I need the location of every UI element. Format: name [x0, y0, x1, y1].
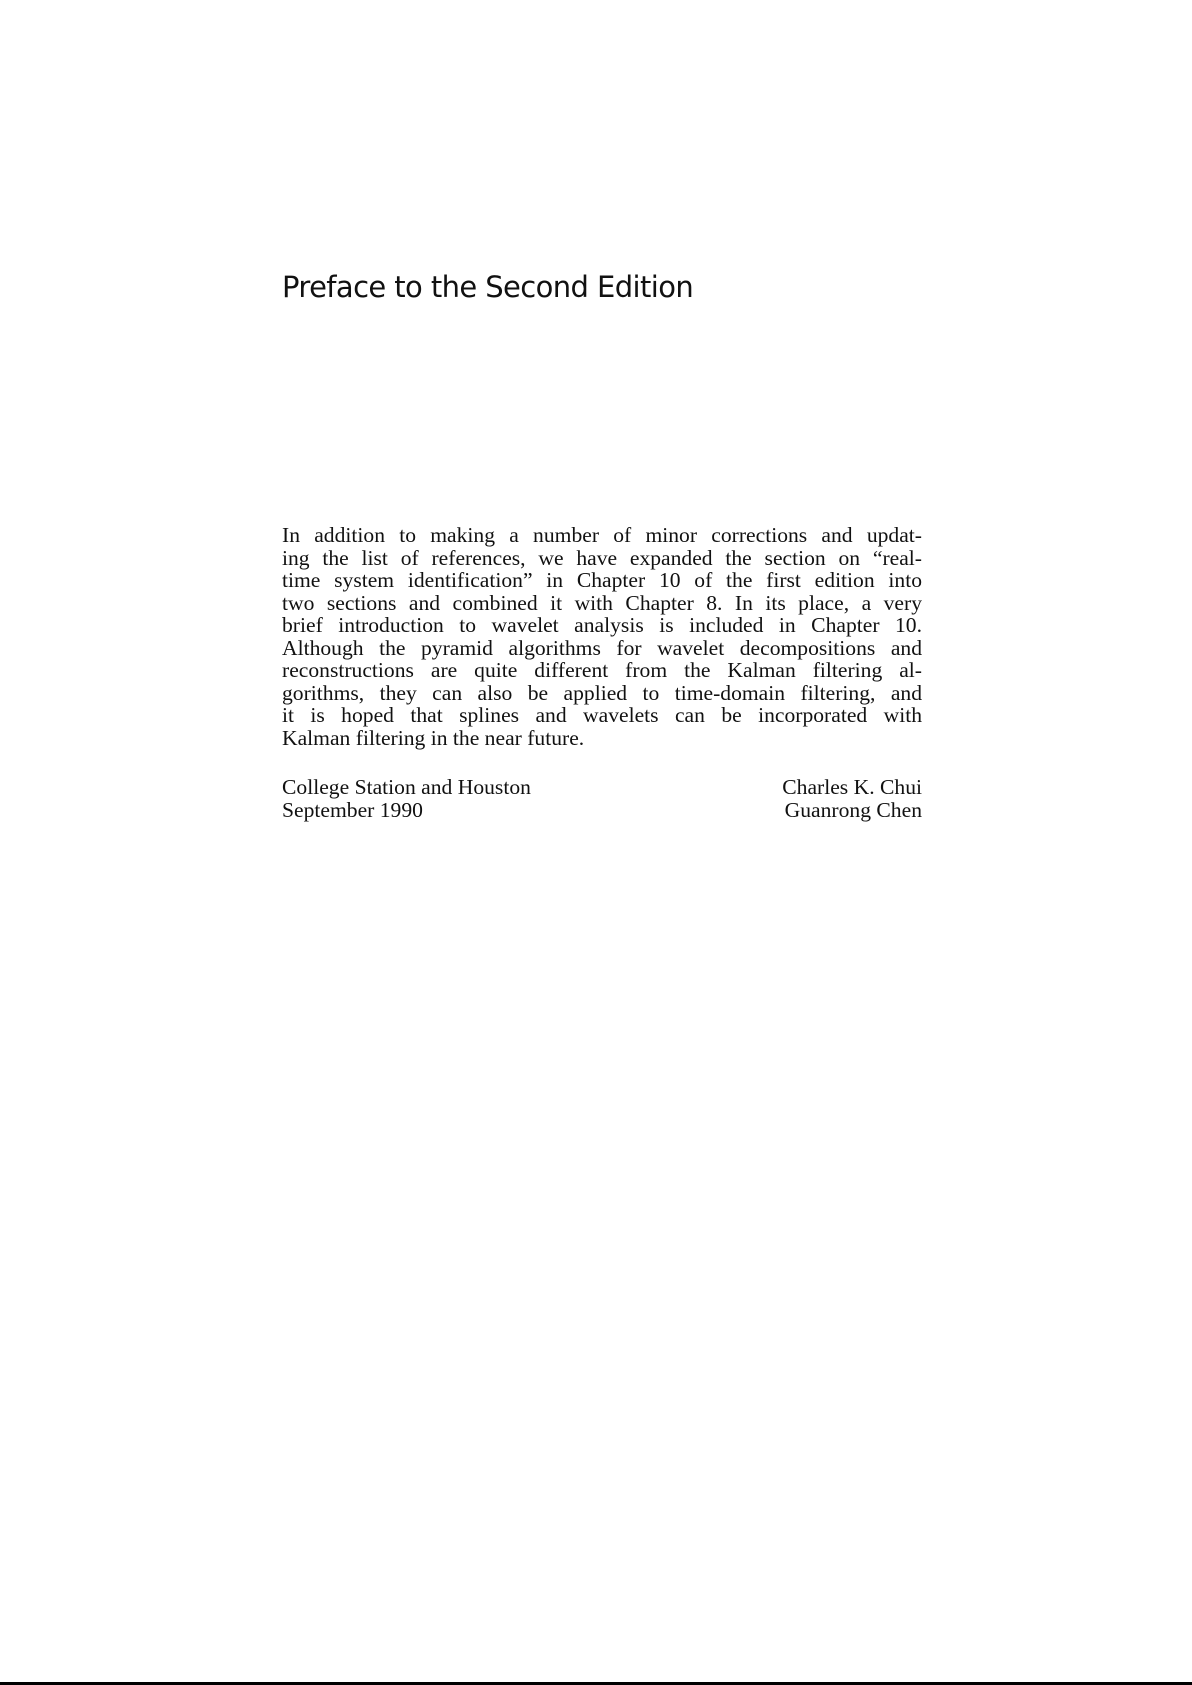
- paragraph-line: it is hoped that splines and wavelets can be incorporated with: [282, 703, 922, 727]
- paragraph-line: ing the list of references, we have expanded the section on “real-: [282, 545, 922, 570]
- paragraph-line: reconstructions are quite different from the Kalman filtering al-: [282, 658, 922, 682]
- paragraph-line: time system identification” in Chapter 10 of the first edition into: [282, 568, 922, 592]
- paragraph-line: gorithms, they can also be applied to time-domain filtering, and: [282, 680, 922, 705]
- paragraph-line: two sections and combined it with Chapter 8. In its place, a very: [282, 590, 922, 615]
- signature-author: Charles K. Chui: [782, 775, 922, 799]
- signature-row: [282, 799, 922, 822]
- signature-date: September 1990: [282, 797, 423, 822]
- preface-paragraph: [282, 524, 922, 749]
- signature-row: [282, 776, 922, 799]
- page-title: Preface to the Second Edition: [282, 270, 694, 304]
- paragraph-line: Although the pyramid algorithms for wavelet decompositions and: [282, 635, 922, 660]
- paragraph-line: brief introduction to wavelet analysis is included in Chapter 10.: [282, 613, 922, 637]
- paragraph-line: In addition to making a number of minor corrections and updat-: [282, 523, 922, 547]
- paragraph-line: Kalman filtering in the near future.: [282, 725, 585, 750]
- signature-author: Guanrong Chen: [784, 797, 922, 822]
- signature-place: College Station and Houston: [282, 775, 531, 799]
